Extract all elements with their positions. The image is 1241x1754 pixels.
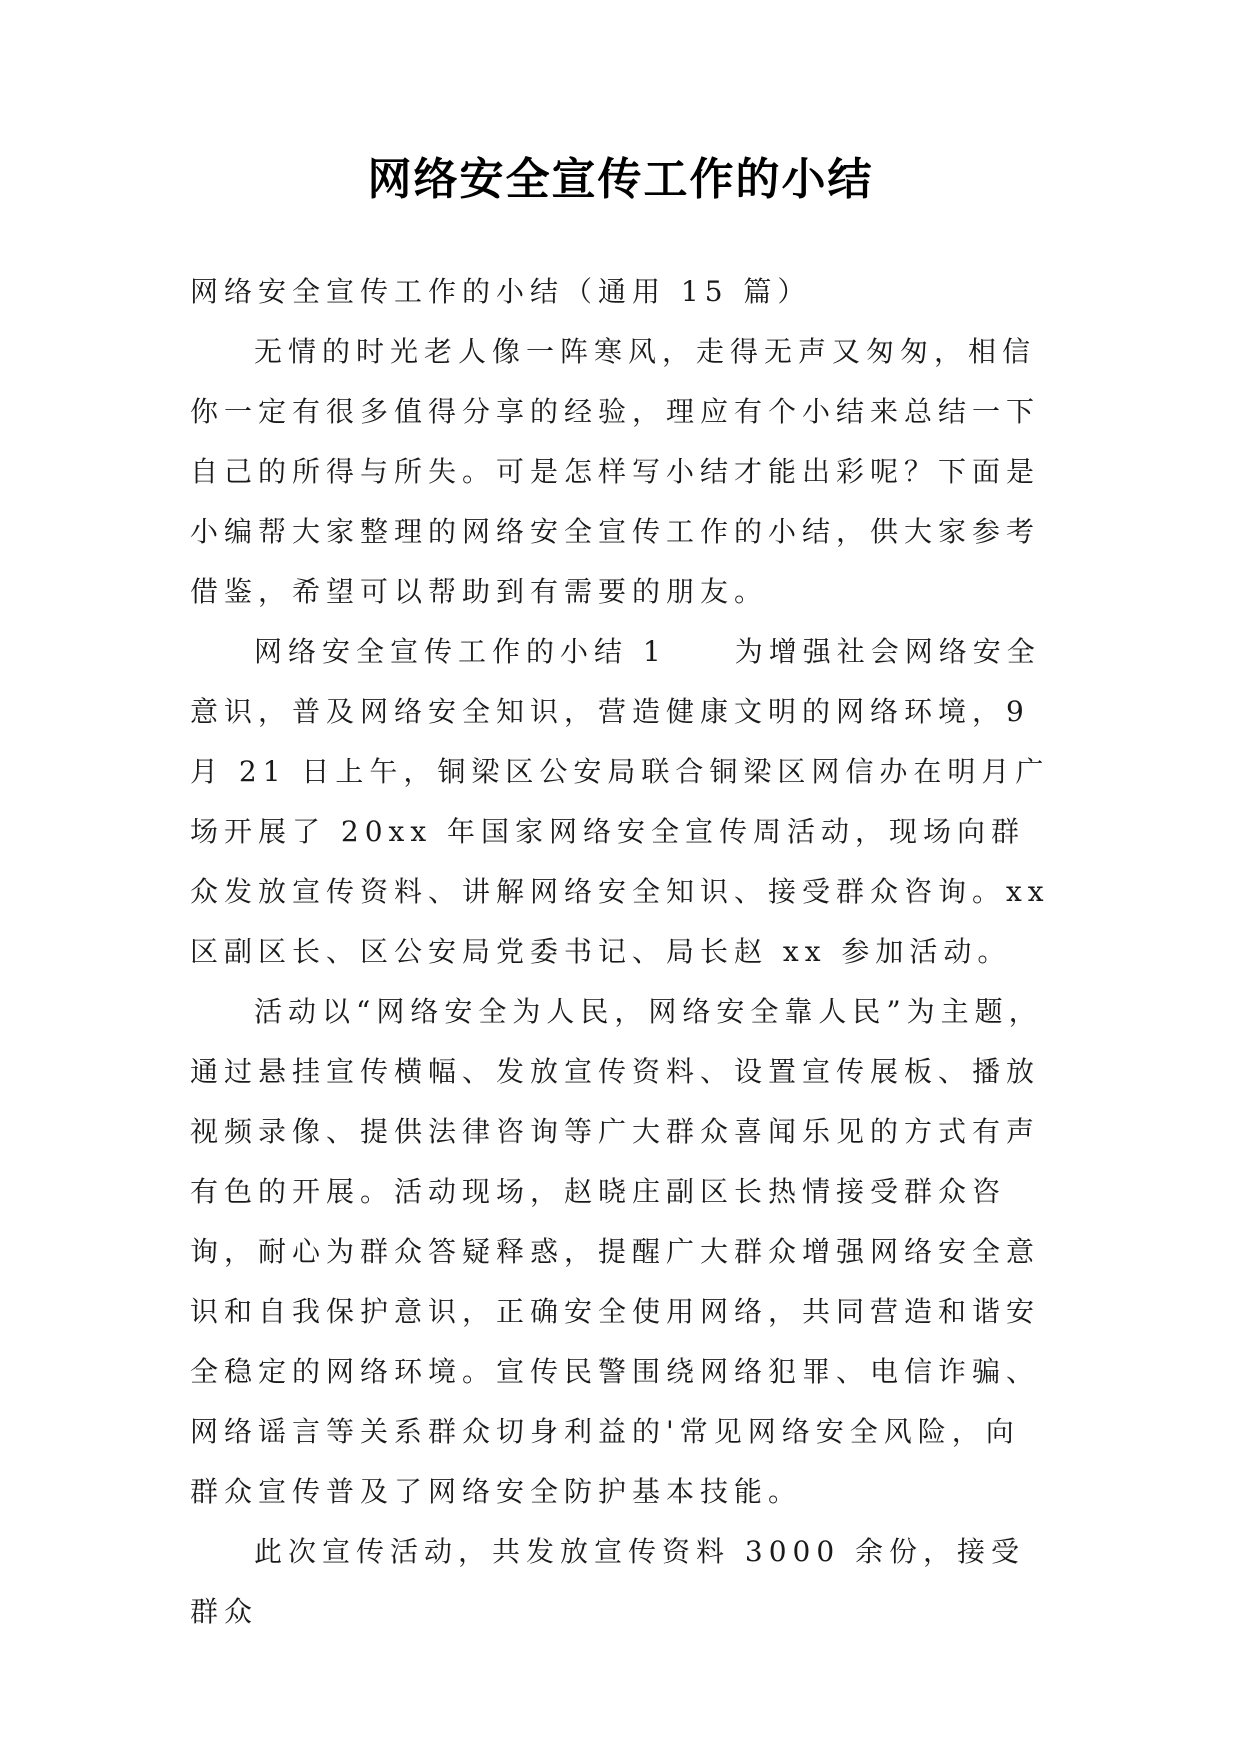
intro-paragraph: 无情的时光老人像一阵寒风，走得无声又匆匆，相信你一定有很多值得分享的经验，理应有个小结来总结一下自己的所得与所失。可是怎样写小结才能出彩呢？下面是小编帮大家整理的网络安全宣传工作的小结，供大家参考借鉴，希望可以帮助到有需要的朋友。 (190, 335, 1041, 608)
section-1-paragraph: 网络安全宣传工作的小结 1 为增强社会网络安全意识，普及网络安全知识，营造健康文明的网络环境，9 月 21 日上午，铜梁区公安局联合铜梁区网信办在明月广场开展了 20xx 年国家网络安全宣传周活动，现场向群众发放宣传资料、讲解网络安全知识、接受群众咨询。xx 区副区长、区公安局党委书记、局长赵 xx 参加活动。 (190, 635, 1050, 968)
document-title: 网络安全宣传工作的小结 (367, 154, 874, 205)
activity-result-paragraph: 此次宣传活动，共发放宣传资料 3000 余份，接受群众 (190, 1535, 1026, 1628)
document-body (190, 262, 1050, 1642)
activity-theme-paragraph: 活动以“网络安全为人民，网络安全靠人民”为主题，通过悬挂宣传横幅、发放宣传资料、设置宣传展板、播放视频录像、提供法律咨询等广大群众喜闻乐见的方式有声有色的开展。活动现场，赵晓庄副区长热情接受群众咨询，耐心为群众答疑释惑，提醒广大群众增强网络安全意识和自我保护意识，正确安全使用网络，共同营造和谐安全稳定的网络环境。宣传民警围绕网络犯罪、电信诈骗、网络谣言等关系群众切身利益的'常见网络安全风险，向群众宣传普及了网络安全防护基本技能。 (190, 995, 1043, 1508)
document-subtitle: 网络安全宣传工作的小结（通用 15 篇） (190, 275, 812, 308)
